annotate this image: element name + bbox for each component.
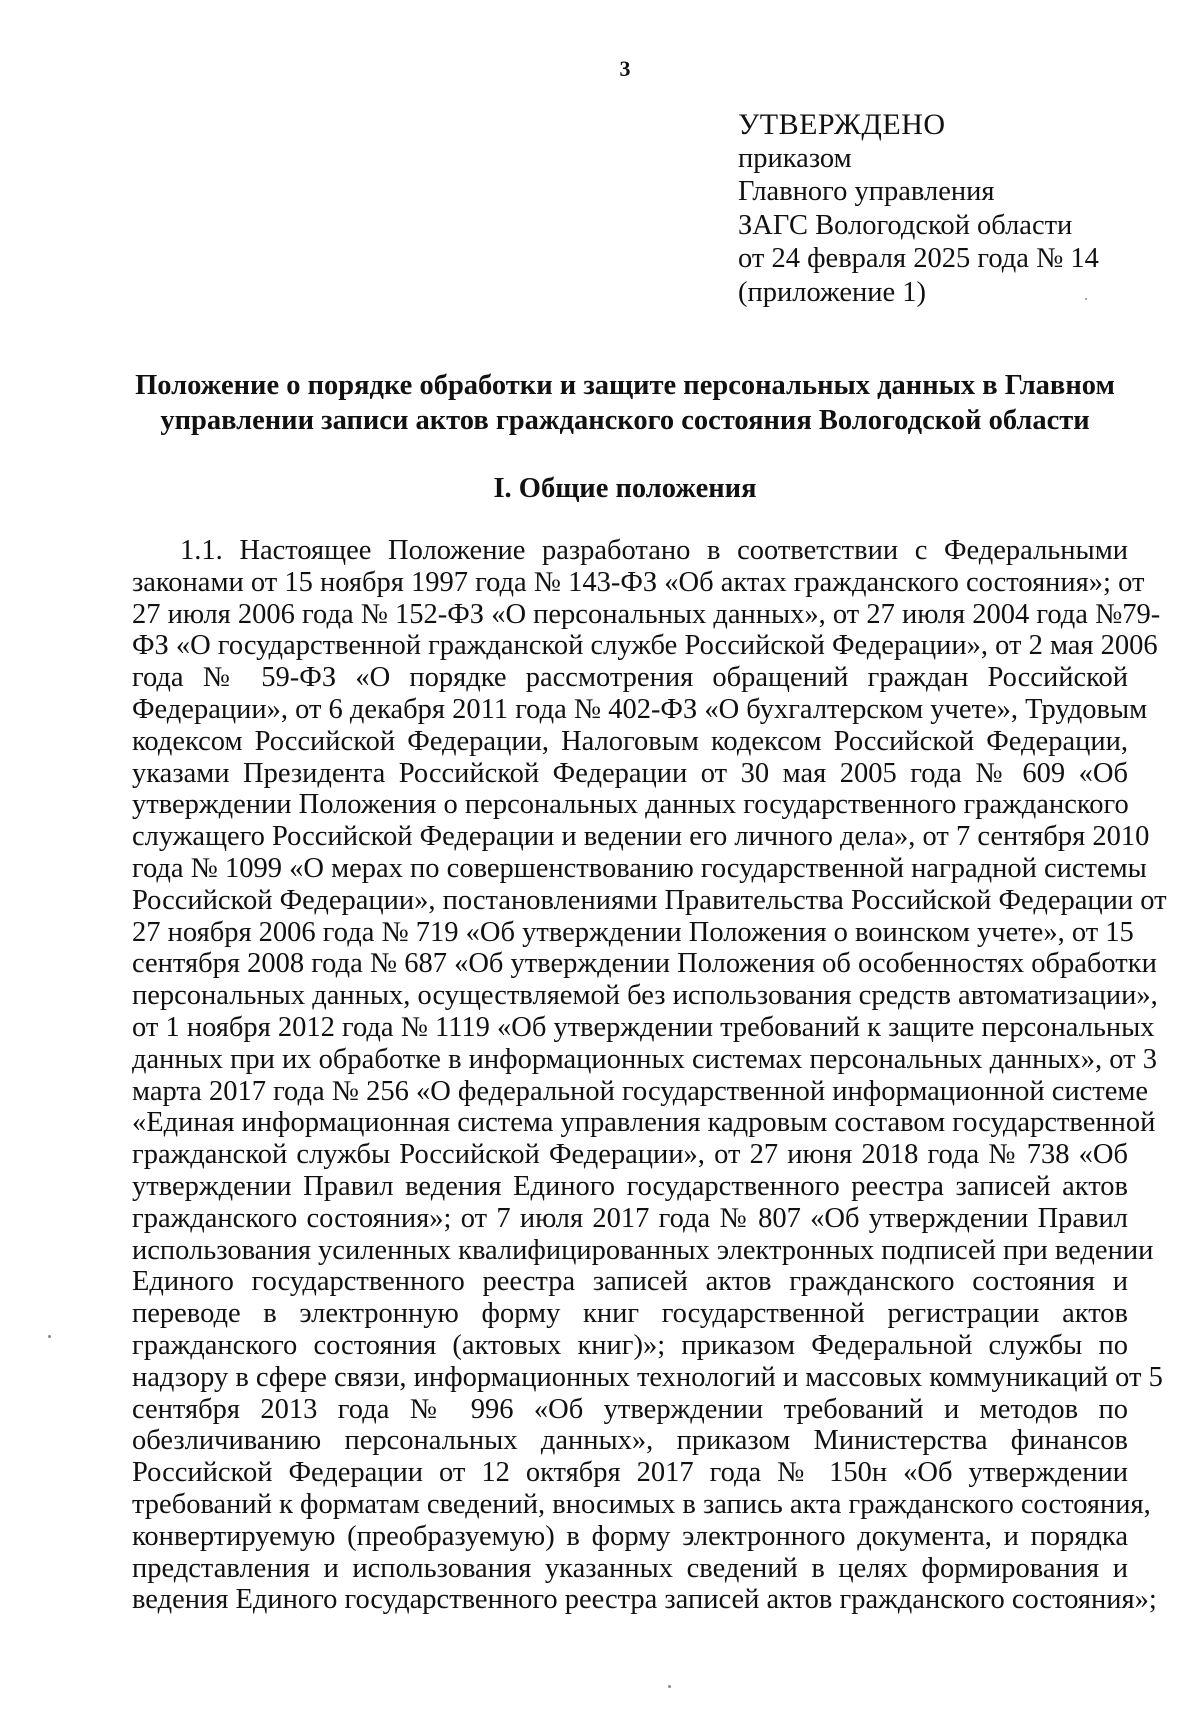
paragraph-line: марта 2017 года № 256 «О федеральной государственной информационной системе [132, 1075, 1149, 1107]
paragraph-line: Единого государственного реестра записей актов гражданского состояния и [132, 1266, 1128, 1298]
document-title-line: управлении записи актов гражданского состояния Вологодской области [160, 405, 1090, 436]
paragraph-line: представления и использования указанных сведений в целях формирования и [132, 1552, 1128, 1584]
approval-line: Главного управления [738, 176, 995, 207]
paragraph-line: переводе в электронную форму книг государственной регистрации актов [132, 1298, 1128, 1330]
paragraph-line: надзору в сфере связи, информационных технологий и массовых коммуникаций от 5 [132, 1361, 1163, 1393]
approval-appendix-line: (приложение 1) [738, 276, 926, 308]
paragraph-line: обезличиванию персональных данных», приказом Министерства финансов [132, 1425, 1128, 1457]
paragraph-line: ведения Единого государственного реестра записей актов гражданского состояния»; [132, 1584, 1157, 1616]
document-title-line: Положение о порядке обработки и защите персональных данных в Главном [135, 370, 1115, 401]
paragraph-line: гражданского состояния (актовых книг)»; приказом Федеральной службы по [132, 1329, 1128, 1361]
paragraph-line: года № 59-ФЗ «О порядке рассмотрения обращений граждан Российской [132, 662, 1128, 694]
paragraph-line: 27 ноября 2006 года № 719 «Об утверждении Положения о воинском учете», от 15 [132, 916, 1134, 948]
document-title [120, 368, 1130, 438]
paragraph-line: сентября 2008 года № 687 «Об утверждении Положения об особенностях обработки [132, 948, 1157, 980]
paragraph-line: 27 июля 2006 года № 152-ФЗ «О персональных данных», от 27 июля 2004 года №79- [132, 598, 1161, 630]
approval-date-line: от 24 февраля 2025 года № 14 [738, 243, 1099, 274]
paragraph-line: служащего Российской Федерации и ведении его личного дела», от 7 сентября 2010 [132, 821, 1150, 853]
approved-heading: УТВЕРЖДЕНО [738, 108, 946, 141]
paragraph-line: Российской Федерации», постановлениями Правительства Российской Федерации от [132, 884, 1167, 916]
paragraph-line: кодексом Российской Федерации, Налоговым кодексом Российской Федерации, [132, 725, 1128, 757]
scan-speck [48, 1335, 51, 1338]
paragraph-line: гражданского состояния»; от 7 июля 2017 года № 807 «Об утверждении Правил [132, 1202, 1128, 1234]
paragraph-line: утверждении Правил ведения Единого государственного реестра записей актов [132, 1170, 1128, 1202]
paragraph-line: года № 1099 «О мерах по совершенствованию государственной наградной системы [132, 852, 1147, 884]
scan-speck [668, 1685, 671, 1688]
paragraph-line: ФЗ «О государственной гражданской службе Российской Федерации», от 2 мая 2006 [132, 630, 1158, 662]
paragraph-line: использования усиленных квалифицированных электронных подписей при ведении [132, 1234, 1154, 1266]
paragraph-1-1 [132, 535, 1167, 1616]
paragraph-line: от 1 ноября 2012 года № 1119 «Об утверждении требований к защите персональных [132, 1011, 1155, 1043]
approval-line: ЗАГС Вологодской области [738, 209, 1073, 241]
paragraph-line: данных при их обработке в информационных системах персональных данных», от 3 [132, 1043, 1157, 1075]
scan-speck [1085, 298, 1087, 300]
paragraph-line: 1.1. Настоящее Положение разработано в соответствии с Федеральными [180, 535, 1128, 566]
paragraph-line: требований к форматам сведений, вносимых в запись акта гражданского состояния, [132, 1488, 1151, 1520]
paragraph-line: законами от 15 ноября 1997 года № 143-ФЗ «Об актах гражданского состояния»; от [132, 566, 1145, 598]
approval-line: приказом [738, 142, 852, 174]
paragraph-line: Российской Федерации от 12 октября 2017 года № 150н «Об утверждении [132, 1457, 1128, 1489]
paragraph-line: «Единая информационная система управления кадровым составом государственной [132, 1107, 1156, 1139]
section-heading: I. Общие положения [493, 473, 757, 504]
paragraph-line: гражданской службы Российской Федерации», от 27 июня 2018 года № 738 «Об [132, 1139, 1128, 1171]
paragraph-line: сентября 2013 года № 996 «Об утверждении требований и методов по [132, 1393, 1128, 1425]
paragraph-line: Федерации», от 6 декабря 2011 года № 402-ФЗ «О бухгалтерском учете», Трудовым [132, 693, 1148, 725]
approval-stamp-block [738, 108, 1099, 309]
paragraph-line: конвертируемую (преобразуемую) в форму электронного документа, и порядка [132, 1520, 1128, 1552]
paragraph-line: указами Президента Российской Федерации от 30 мая 2005 года № 609 «Об [132, 757, 1128, 789]
paragraph-line: персональных данных, осуществляемой без использования средств автоматизации», [132, 980, 1158, 1012]
paragraph-line: утверждении Положения о персональных данных государственного гражданского [132, 789, 1129, 821]
page-number: 3 [619, 56, 631, 81]
